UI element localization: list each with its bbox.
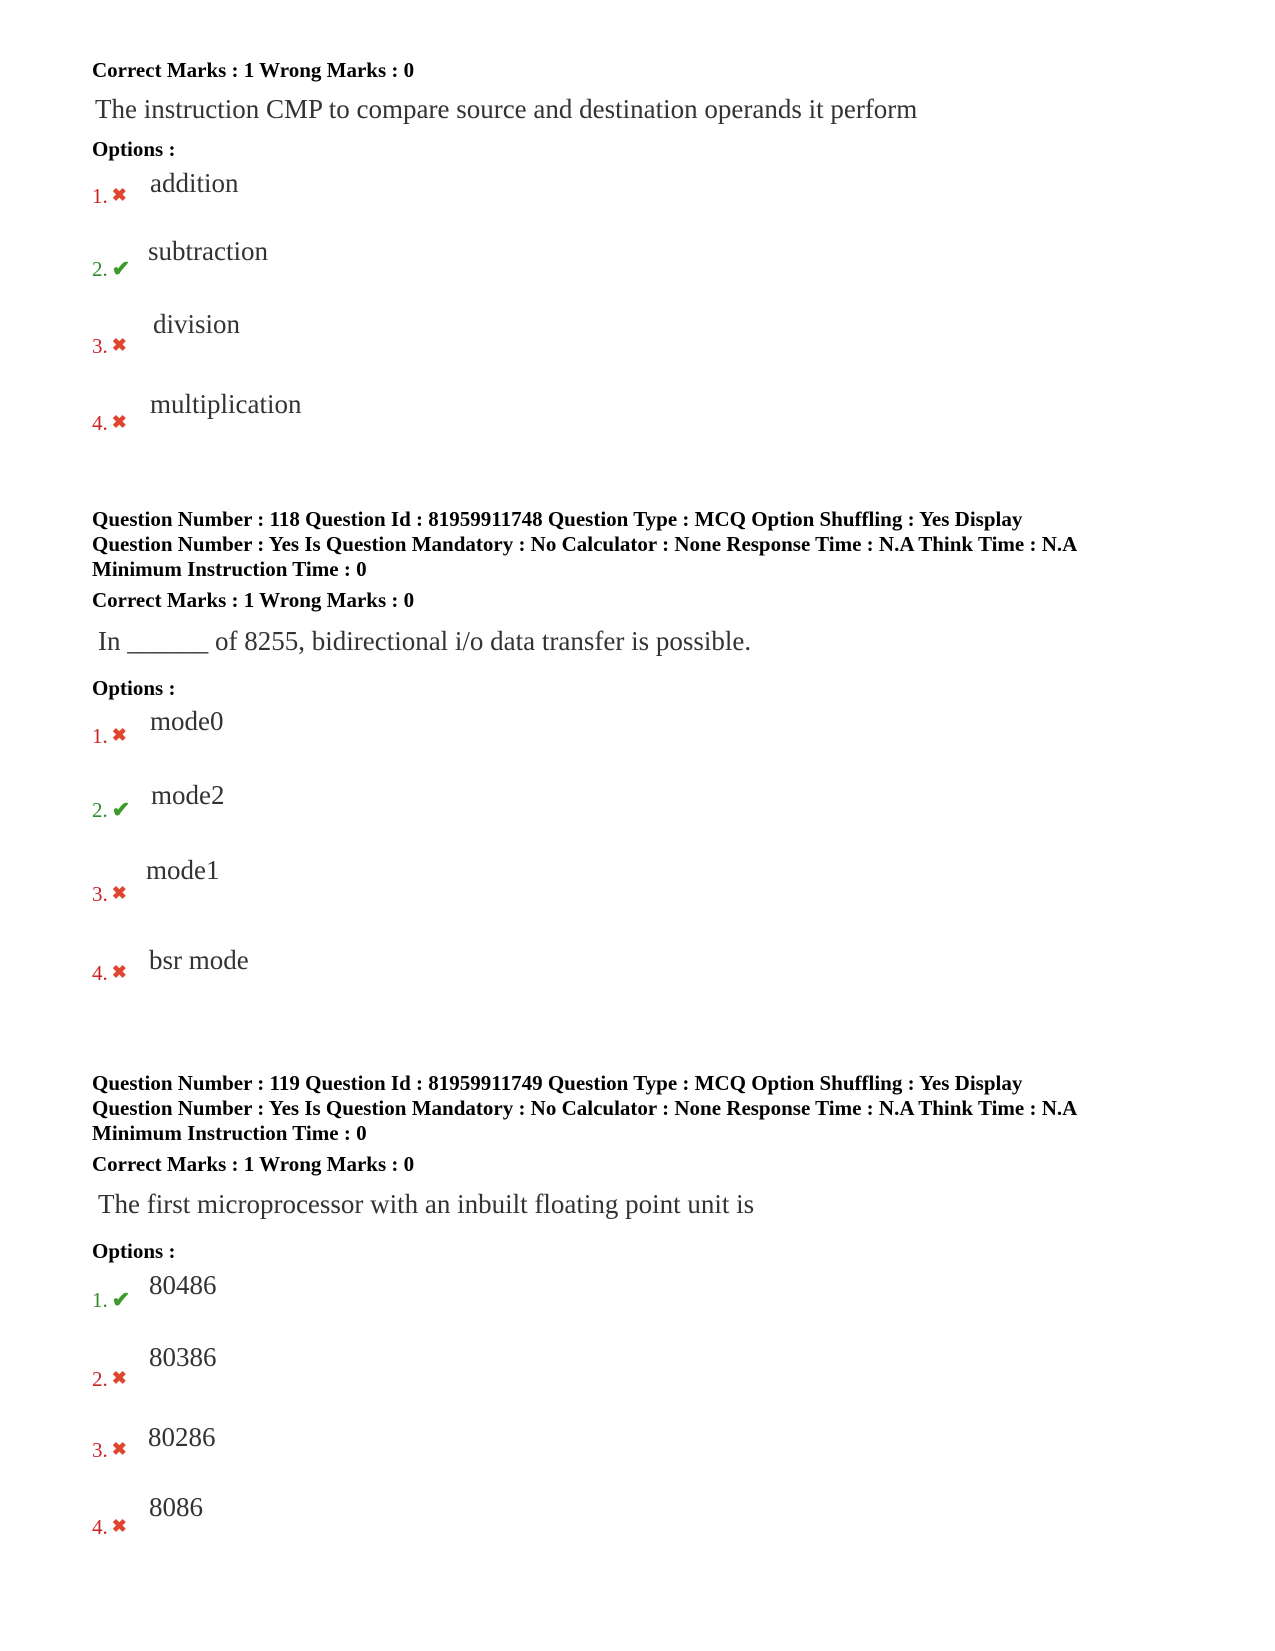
question-text: The first microprocessor with an inbuilt floating point unit is [98, 1189, 755, 1219]
check-icon: ✔ [111, 797, 131, 822]
option-number-label: 1. [92, 724, 108, 748]
check-icon: ✔ [111, 1287, 131, 1312]
option-text: 80286 [148, 1422, 216, 1452]
option-text: mode2 [151, 780, 225, 810]
option-number [92, 1287, 130, 1313]
option-text: mode0 [150, 706, 224, 736]
cross-icon: ✖ [111, 1516, 127, 1536]
option-text: 80486 [149, 1270, 217, 1300]
option-number [92, 256, 130, 282]
option-number [92, 1515, 127, 1540]
option-number-label: 1. [92, 184, 108, 208]
question-text: The instruction CMP to compare source and destination operands it perform [95, 94, 918, 124]
option-text: division [153, 309, 241, 339]
cross-icon: ✖ [111, 335, 127, 355]
option-number [92, 1438, 127, 1463]
check-icon: ✔ [111, 256, 131, 281]
option-text: bsr mode [149, 945, 249, 975]
cross-icon: ✖ [111, 725, 127, 745]
option-text: subtraction [148, 236, 268, 266]
cross-icon: ✖ [111, 1368, 127, 1388]
options-label: Options : [92, 1239, 176, 1263]
marks-line: Correct Marks : 1 Wrong Marks : 0 [92, 1152, 415, 1176]
option-text: 80386 [149, 1342, 217, 1372]
question-header-line: Question Number : 118 Question Id : 81959911748 Question Type : MCQ Option Shuffling : Yes Display [92, 507, 1023, 531]
question-header-line: Question Number : Yes Is Question Mandatory : No Calculator : None Response Time : N.A Think Time : N.A [92, 1096, 1078, 1120]
option-number-label: 1. [92, 1288, 108, 1312]
option-number-label: 3. [92, 1438, 108, 1462]
option-number [92, 961, 127, 986]
options-label: Options : [92, 676, 176, 700]
question-header-line: Question Number : 119 Question Id : 81959911749 Question Type : MCQ Option Shuffling : Yes Display [92, 1071, 1023, 1095]
option-text: multiplication [150, 389, 302, 419]
option-number [92, 184, 127, 209]
option-number [92, 411, 127, 436]
option-number-label: 3. [92, 882, 108, 906]
option-number-label: 3. [92, 334, 108, 358]
option-number-label: 4. [92, 411, 108, 435]
question-header-line: Minimum Instruction Time : 0 [92, 1121, 367, 1145]
marks-line: Correct Marks : 1 Wrong Marks : 0 [92, 588, 415, 612]
option-number-label: 2. [92, 257, 108, 281]
option-number-label: 4. [92, 961, 108, 985]
cross-icon: ✖ [111, 962, 127, 982]
options-label: Options : [92, 137, 176, 161]
option-number-label: 2. [92, 1367, 108, 1391]
cross-icon: ✖ [111, 185, 127, 205]
marks-line: Correct Marks : 1 Wrong Marks : 0 [92, 58, 415, 82]
option-text: 8086 [149, 1492, 203, 1522]
option-text: mode1 [146, 855, 220, 885]
question-header-line: Minimum Instruction Time : 0 [92, 557, 367, 581]
cross-icon: ✖ [111, 412, 127, 432]
option-number [92, 724, 127, 749]
option-number [92, 882, 127, 907]
cross-icon: ✖ [111, 1439, 127, 1459]
option-number-label: 2. [92, 798, 108, 822]
question-header-line: Question Number : Yes Is Question Mandatory : No Calculator : None Response Time : N.A Think Time : N.A [92, 532, 1078, 556]
option-number-label: 4. [92, 1515, 108, 1539]
option-number [92, 1367, 127, 1392]
cross-icon: ✖ [111, 883, 127, 903]
question-text: In ______ of 8255, bidirectional i/o data transfer is possible. [98, 626, 752, 656]
option-number [92, 797, 130, 823]
option-text: addition [150, 168, 239, 198]
option-number [92, 334, 127, 359]
